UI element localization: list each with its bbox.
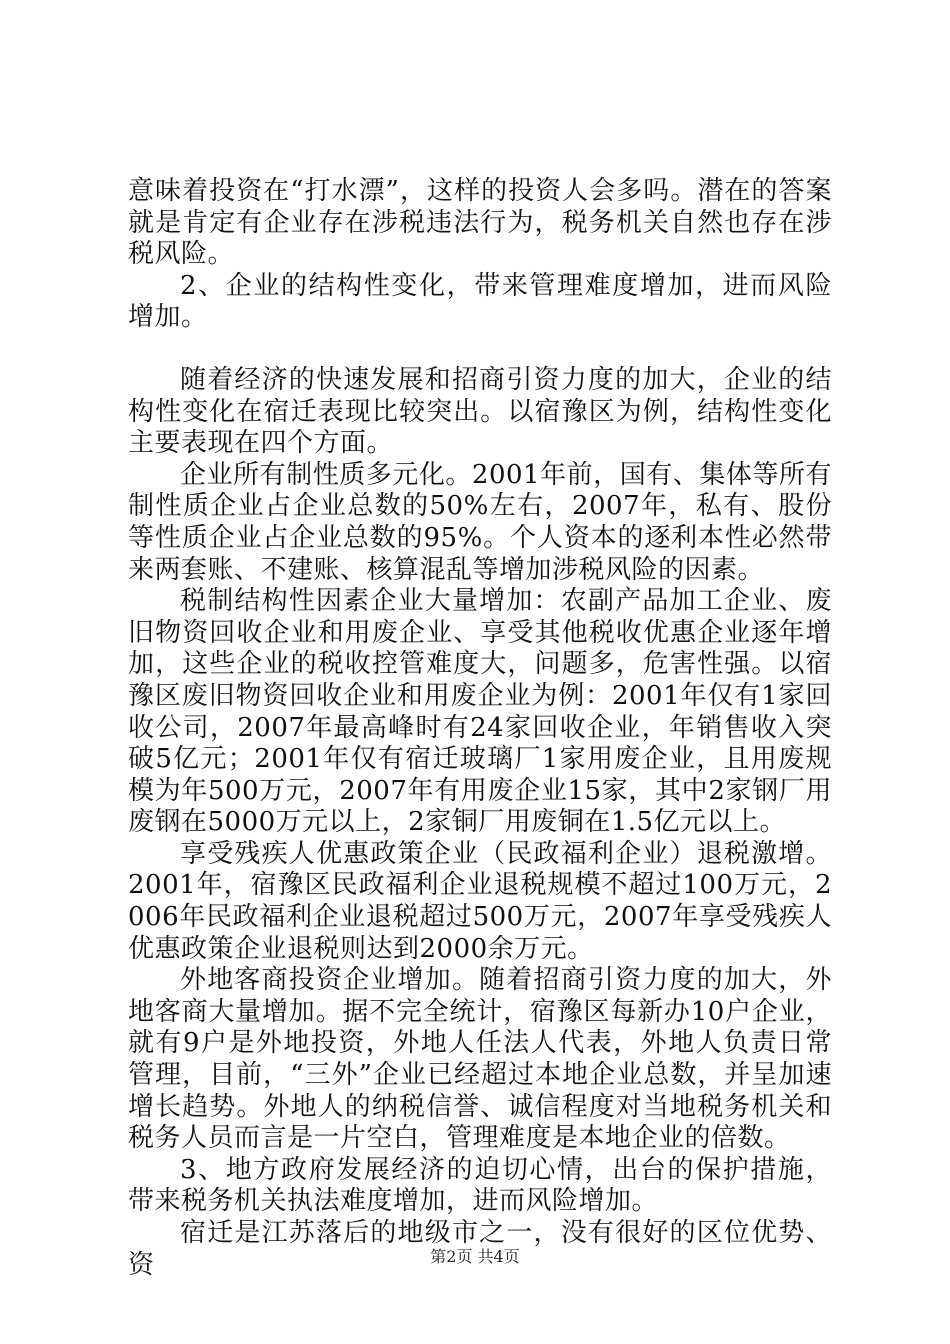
paragraph-suqian: 宿迁是江苏落后的地级市之一，没有很好的区位优势、资 bbox=[128, 1218, 832, 1280]
paragraph-structural-change: 随着经济的快速发展和招商引资力度的加大，企业的结构性变化在宿迁表现比较突出。以宿豫区为例，结构性变化主要表现在四个方面。 bbox=[128, 364, 832, 459]
paragraph-tax-structure: 税制结构性因素企业大量增加：农副产品加工企业、废旧物资回收企业和用废企业、享受其他税收优惠企业逐年增加，这些企业的税收控管难度大，问题多，危害性强。以宿豫区废旧物资回收企业和用废企业为例：2001年仅有1家回收公司，2007年最高峰时有24家回收企业，年销售收入突破5亿元；2001年仅有宿迁玻璃厂1家用废企业，且用废规模为年500万元，2007年有用废企业15家，其中2家钢厂用废钢在5000万元以上，2家铜厂用废铜在1.5亿元以上。 bbox=[128, 586, 832, 838]
paragraph-outside-investors: 外地客商投资企业增加。随着招商引资力度的加大，外地客商大量增加。据不完全统计，宿豫区每新办10户企业，就有9户是外地投资，外地人任法人代表，外地人负责日常管理，目前，“三外”企业已经超过本地企业总数，并呈加速增长趋势。外地人的纳税信誉、诚信程度对当地税务机关和税务人员而言是一片空白，管理难度是本地企业的倍数。 bbox=[128, 965, 832, 1154]
heading-item-2: 2、企业的结构性变化，带来管理难度增加，进而风险增加。 bbox=[128, 270, 832, 333]
page-number: 第2页 共4页 bbox=[430, 1247, 520, 1266]
document-body bbox=[128, 176, 832, 1281]
paragraph-ownership: 企业所有制性质多元化。2001年前，国有、集体等所有制性质企业占企业总数的50%左右，2007年，私有、股份等性质企业占企业总数的95%。个人资本的逐利本性必然带来两套账、不建账、核算混乱等增加涉税风险的因素。 bbox=[128, 459, 832, 585]
paragraph-continuation: 意味着投资在“打水漂”，这样的投资人会多吗。潜在的答案就是肯定有企业存在涉税违法行为，税务机关自然也存在涉税风险。 bbox=[128, 176, 832, 270]
paragraph-welfare-refund: 享受残疾人优惠政策企业（民政福利企业）退税激增。2001年，宿豫区民政福利企业退税规模不超过100万元，2006年民政福利企业退税超过500万元，2007年享受残疾人优惠政策企业退税则达到2000余万元。 bbox=[128, 838, 832, 964]
heading-item-3: 3、地方政府发展经济的迫切心情，出台的保护措施，带来税务机关执法难度增加，进而风险增加。 bbox=[128, 1154, 832, 1217]
